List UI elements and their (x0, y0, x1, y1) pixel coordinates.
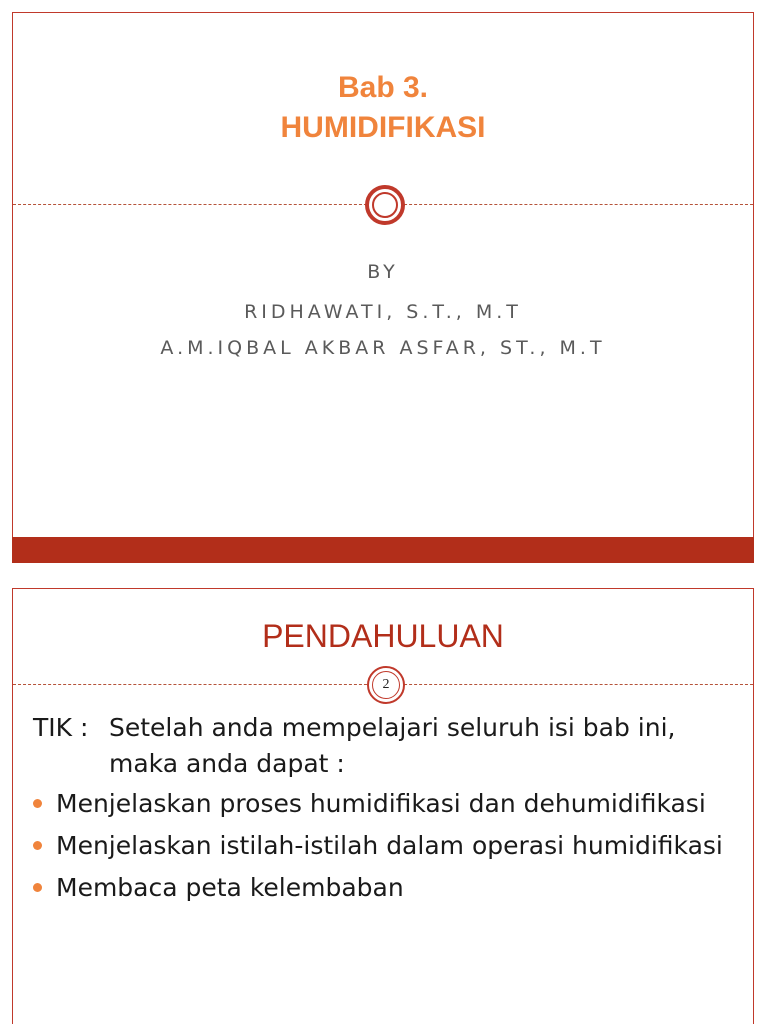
slide-1-title-line-1: Bab 3. (337, 71, 429, 104)
slide-2 (12, 588, 754, 1024)
circle-ornament-inner (372, 192, 398, 218)
tik-text-line-1: Setelah anda mempelajari seluruh isi bab ini, (109, 713, 676, 742)
page-number: 2 (372, 671, 400, 699)
slide-1-title-line-2: HUMIDIFIKASI (280, 111, 486, 144)
bullet-dot-icon (33, 841, 42, 850)
page-number-badge (367, 666, 405, 704)
list-item (33, 873, 404, 902)
list-item-text: Membaca peta kelembaban (56, 873, 404, 902)
slide-2-title: PENDAHULUAN (262, 618, 504, 654)
author-1: RIDHAWATI, S.T., M.T (244, 301, 522, 323)
bullet-dot-icon (33, 799, 42, 808)
list-item-text: Menjelaskan istilah-istilah dalam operasi humidifikasi (56, 831, 723, 860)
list-item-text: Menjelaskan proses humidifikasi dan dehumidifikasi (56, 789, 706, 818)
slide-1-footer-bar (12, 537, 754, 563)
bullet-dot-icon (33, 883, 42, 892)
author-2: A.M.IQBAL AKBAR ASFAR, ST., M.T (160, 337, 606, 359)
list-item (33, 789, 706, 818)
list-item (33, 831, 723, 860)
tik-text-line-2: maka anda dapat : (109, 749, 345, 778)
tik-label: TIK : (33, 713, 89, 742)
slide-1 (12, 12, 754, 563)
by-label: BY (367, 261, 399, 283)
circle-ornament-icon (365, 185, 405, 225)
